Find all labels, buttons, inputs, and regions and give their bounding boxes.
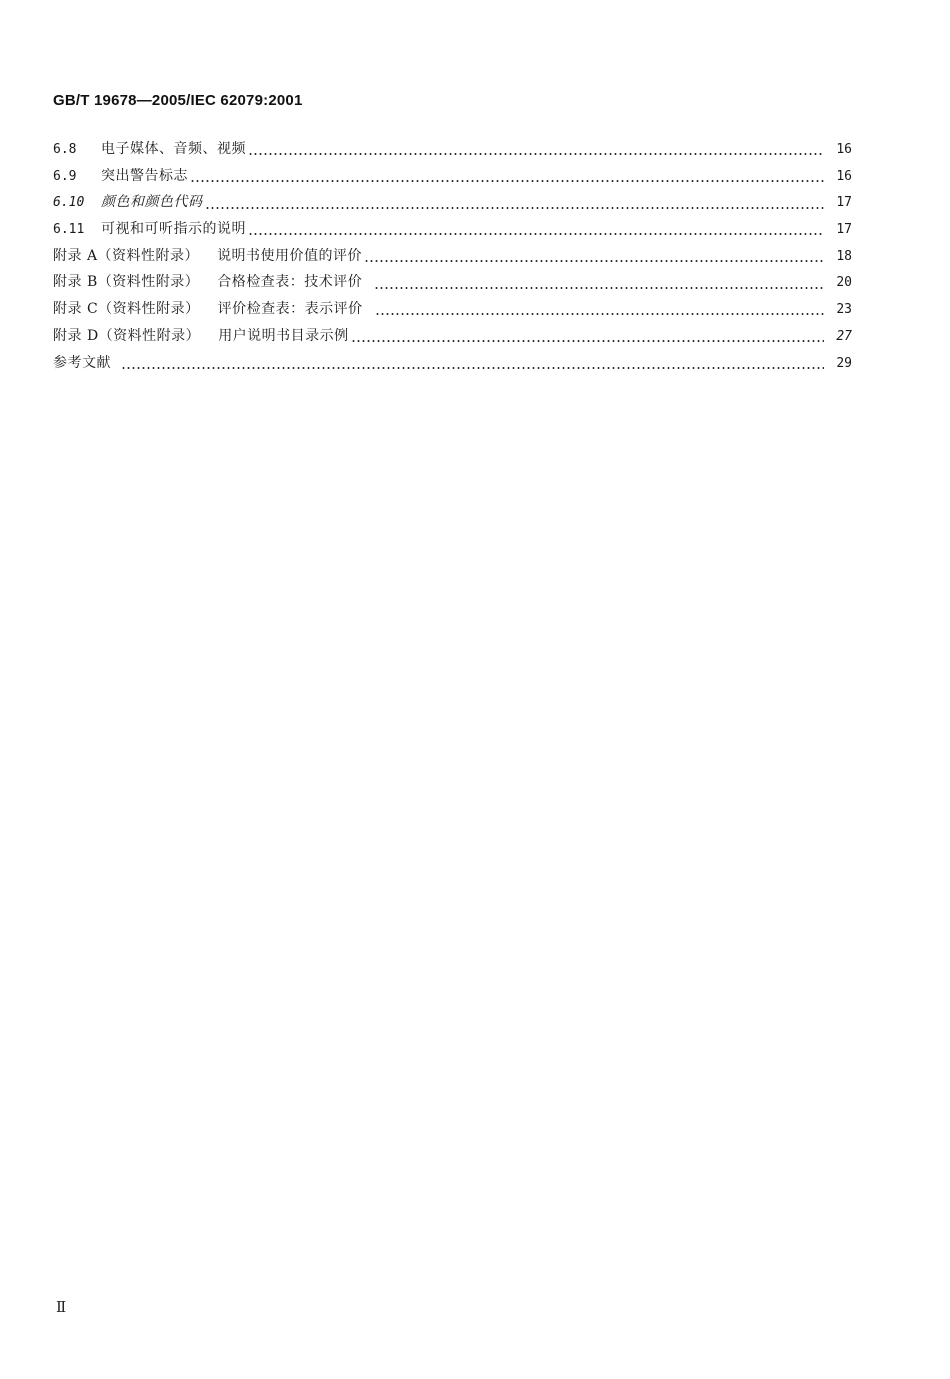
toc-title: 说明书使用价值的评价 bbox=[217, 247, 363, 264]
toc-dot-leader bbox=[190, 171, 824, 185]
toc-title: 可视和可听指示的说明 bbox=[101, 221, 246, 238]
toc-title: 参考文献 bbox=[53, 354, 111, 371]
toc-annex-prefix: 附录 A（资料性附录） bbox=[53, 247, 200, 264]
toc-page-number: 23 bbox=[836, 302, 852, 318]
toc-page-number: 16 bbox=[836, 168, 852, 184]
toc-entry-6-10[interactable] bbox=[53, 191, 852, 218]
toc-dot-leader bbox=[364, 251, 824, 265]
toc-annex-prefix: 附录 D（资料性附录） bbox=[53, 327, 201, 344]
toc-page-number: 27 bbox=[836, 328, 852, 344]
toc-entry-6-8[interactable] bbox=[53, 138, 852, 165]
toc-page-number: 17 bbox=[836, 195, 852, 211]
toc-title: 颜色和颜色代码 bbox=[101, 194, 203, 211]
toc-page-number: 17 bbox=[836, 222, 852, 238]
toc-page-number: 16 bbox=[836, 142, 852, 157]
toc-entry-annex-d[interactable] bbox=[53, 325, 852, 352]
toc-title: 电子媒体、音频、视频 bbox=[101, 141, 246, 157]
toc-entry-annex-b[interactable] bbox=[53, 271, 852, 298]
toc-entry-6-9[interactable] bbox=[53, 165, 852, 192]
toc-title: 突出警告标志 bbox=[101, 167, 188, 184]
toc-page-number: 18 bbox=[836, 248, 852, 264]
toc-entry-references[interactable] bbox=[53, 352, 852, 379]
toc-section-number: 6.8 bbox=[53, 142, 77, 157]
toc-annex-prefix: 附录 B（资料性附录） bbox=[53, 274, 200, 291]
toc-page-number: 20 bbox=[836, 275, 852, 291]
toc-dot-leader bbox=[205, 198, 825, 212]
toc-dot-leader bbox=[121, 358, 824, 372]
page-footer-number: Ⅱ bbox=[56, 1300, 67, 1316]
toc-entry-annex-a[interactable] bbox=[53, 245, 852, 272]
toc-dot-leader bbox=[375, 304, 824, 318]
toc-dot-leader bbox=[248, 144, 824, 158]
toc-dot-leader bbox=[351, 331, 824, 345]
table-of-contents bbox=[53, 138, 852, 378]
toc-section-number: 6.11 bbox=[53, 222, 85, 238]
toc-entry-annex-c[interactable] bbox=[53, 298, 852, 325]
toc-annex-prefix: 附录 C（资料性附录） bbox=[53, 301, 200, 318]
toc-entry-6-11[interactable] bbox=[53, 218, 852, 245]
page-header-standard-code: GB/T 19678—2005/IEC 62079:2001 bbox=[53, 92, 303, 109]
toc-dot-leader bbox=[374, 278, 824, 292]
toc-dot-leader bbox=[248, 224, 824, 238]
toc-title: 合格检查表：技术评价 bbox=[217, 274, 363, 291]
toc-section-number: 6.9 bbox=[53, 168, 77, 184]
toc-page-number: 29 bbox=[836, 355, 852, 371]
toc-title: 用户说明书目录示例 bbox=[218, 327, 349, 344]
toc-title: 评价检查表：表示评价 bbox=[217, 301, 363, 318]
toc-section-number: 6.10 bbox=[53, 195, 85, 211]
